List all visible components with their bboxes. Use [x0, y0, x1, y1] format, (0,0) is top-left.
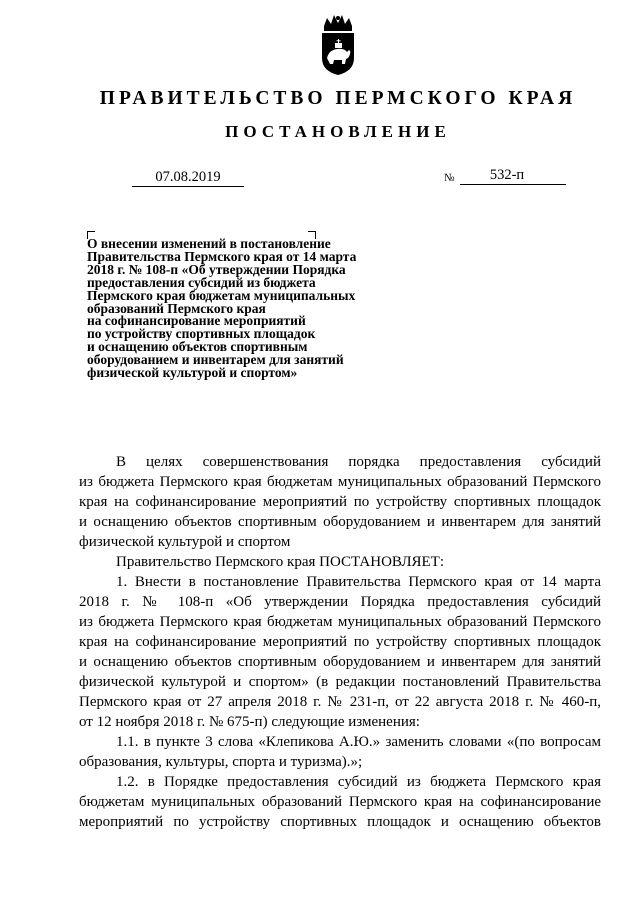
paragraph-line: физической культурой и спортом	[79, 534, 291, 550]
paragraph-line: Правительство Пермского края ПОСТАНОВЛЯЕТ:	[116, 554, 445, 570]
paragraph-line: физической культурой и спортом» (в редакции постановлений Правительства	[79, 674, 601, 690]
paragraph-line: от 12 ноября 2018 г. № 675-п) следующие изменения:	[79, 714, 420, 730]
subject-line: и оснащению объектов спортивным	[87, 339, 308, 355]
government-title: ПРАВИТЕЛЬСТВО ПЕРМСКОГО КРАЯ	[99, 88, 577, 109]
subject-line: О внесении изменений в постановление	[87, 236, 331, 251]
paragraph-line: и оснащению объектов спортивным оборудованием и инвентарем для занятий	[79, 654, 601, 670]
paragraph-line: образования, культуры, спорта и туризма).»;	[79, 754, 363, 770]
paragraph-line: края на софинансирование мероприятий по устройству спортивных площадок	[79, 494, 601, 510]
paragraph-line: и оснащению объектов спортивным оборудованием и инвентарем для занятий	[79, 514, 601, 530]
subject-line: оборудованием и инвентарем для занятий	[87, 352, 344, 368]
paragraph-line: 1.2. в Порядке предоставления субсидий из бюджета Пермского края	[116, 774, 601, 790]
subject-line: физической культурой и спортом»	[87, 365, 298, 381]
document-number: 532-п	[460, 166, 566, 185]
paragraph-line: В целях совершенствования порядка предоставления субсидий	[116, 454, 601, 470]
paragraph-line: 2018 г. № 108-п «Об утверждении Порядка предоставления субсидий	[79, 594, 601, 610]
paragraph-line: из бюджета Пермского края бюджетам муниципальных образований Пермского	[79, 474, 601, 490]
subject-line: Пермского края бюджетам муниципальных	[87, 287, 356, 303]
paragraph-line: бюджетам муниципальных образований Пермского края на софинансирование	[79, 794, 601, 810]
perm-krai-coat-of-arms-icon	[318, 14, 358, 76]
subject-line: образований Пермского края	[87, 300, 266, 316]
document-body	[79, 452, 601, 832]
subject-line: по устройству спортивных площадок	[87, 326, 316, 342]
paragraph-line: мероприятий по устройству спортивных площадок и оснащению объектов	[79, 814, 601, 830]
subject-line: предоставления субсидий из бюджета	[87, 274, 316, 290]
paragraph-line: края на софинансирование мероприятий по устройству спортивных площадок	[79, 634, 601, 650]
paragraph-line: 1.1. в пункте 3 слова «Клепикова А.Ю.» заменить словами «(по вопросам	[116, 734, 601, 750]
subject-line: на софинансирование мероприятий	[87, 313, 306, 329]
subject-line: Правительства Пермского края от 14 марта	[87, 248, 357, 264]
document-date: 07.08.2019	[132, 168, 244, 187]
paragraph-line: 1. Внести в постановление Правительства Пермского края от 14 марта	[116, 574, 601, 590]
paragraph-line: из бюджета Пермского края бюджетам муниципальных образований Пермского	[79, 614, 601, 630]
number-prefix: №	[444, 172, 455, 184]
document-type: ПОСТАНОВЛЕНИЕ	[225, 122, 451, 141]
document-subject	[87, 238, 407, 380]
subject-line: 2018 г. № 108-п «Об утверждении Порядка	[87, 261, 346, 277]
paragraph-line: Пермского края от 27 апреля 2018 г. № 231-п, от 22 августа 2018 г. № 460-п,	[79, 694, 601, 710]
